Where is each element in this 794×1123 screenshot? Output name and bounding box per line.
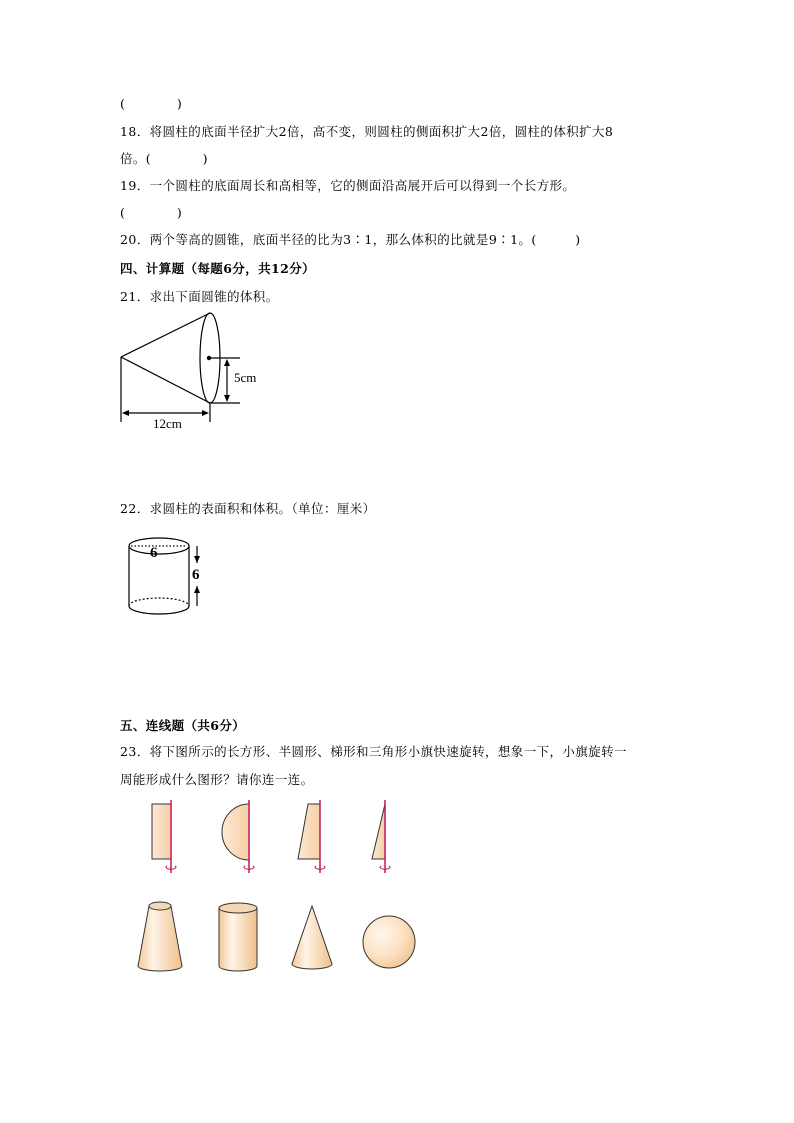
q19-text: 19．一个圆柱的底面周长和高相等，它的侧面沿高展开后可以得到一个长方形。 — [120, 178, 576, 193]
cone-length-label: 12cm — [153, 416, 182, 431]
cone-height-label: 5cm — [234, 370, 257, 385]
cylinder-solid — [219, 903, 257, 971]
cylinder-figure — [120, 530, 215, 620]
rotating-flags — [140, 798, 400, 880]
trapezoid-flag — [298, 800, 325, 873]
section-5-heading: 五、连线题（共6分） — [120, 718, 246, 733]
frustum-solid — [138, 902, 182, 971]
cone-figure — [110, 305, 280, 435]
q21-text: 21．求出下面圆锥的体积。 — [120, 289, 279, 304]
solid-shapes — [132, 896, 422, 976]
sphere-solid — [363, 916, 415, 968]
q19-answer-blank: ( ) — [120, 205, 183, 220]
q22-text: 22．求圆柱的表面积和体积。（单位：厘米） — [120, 501, 376, 516]
q23-text: 23．将下图所示的长方形、半圆形、梯形和三角形小旗快速旋转，想象一下，小旗旋转一 — [120, 744, 627, 759]
q17-answer-blank: ( ) — [120, 96, 183, 111]
rectangle-flag — [152, 800, 176, 873]
triangle-flag — [372, 800, 390, 873]
cylinder-diameter-label: 6 — [150, 545, 158, 561]
semicircle-flag — [222, 800, 254, 873]
cylinder-height-label: 6 — [192, 567, 200, 583]
q18-text: 18．将圆柱的底面半径扩大2倍，高不变，则圆柱的侧面积扩大2倍，圆柱的体积扩大8 — [120, 124, 614, 139]
section-4-heading: 四、计算题（每题6分，共12分） — [120, 261, 315, 276]
cone-solid — [292, 906, 332, 969]
q23-text-cont: 周能形成什么图形？请你连一连。 — [120, 772, 314, 787]
q18-text-cont: 倍。( ) — [120, 151, 208, 166]
q20-text: 20．两个等高的圆锥，底面半径的比为3∶1，那么体积的比就是9∶1。( ) — [120, 232, 581, 247]
